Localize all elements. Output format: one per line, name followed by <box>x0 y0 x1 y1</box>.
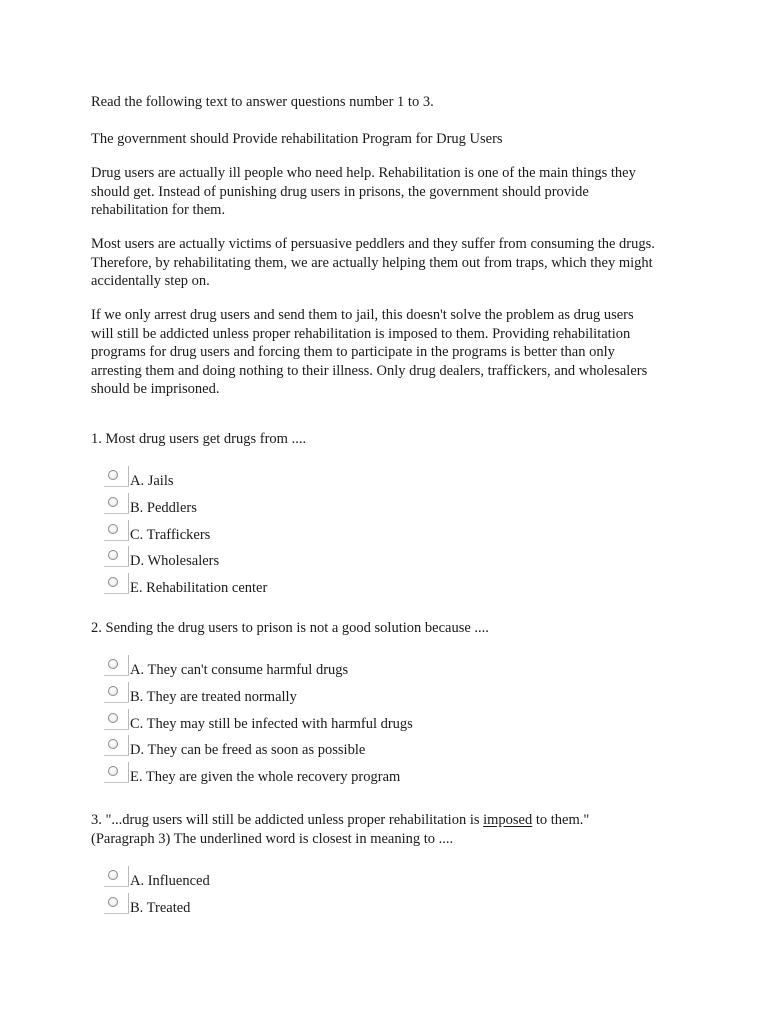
answer-option[interactable] <box>104 686 604 713</box>
question-1-options <box>104 470 604 604</box>
paragraph-line: Most users are actually victims of persuasive peddlers and they suffer from consuming the drugs. <box>91 236 655 252</box>
question-1-prompt: 1. Most drug users get drugs from .... <box>91 431 307 447</box>
option-label: D. They can be freed as soon as possible <box>130 742 366 759</box>
option-label: E. Rehabilitation center <box>130 580 268 597</box>
instruction-text: Read the following text to answer questions number 1 to 3. <box>91 94 434 110</box>
radio-button[interactable] <box>104 550 128 572</box>
paragraph-line: rehabilitation for them. <box>91 202 226 218</box>
option-label: A. Influenced <box>130 873 210 889</box>
question-2-options <box>104 659 604 793</box>
answer-option[interactable] <box>104 897 604 924</box>
radio-circle-icon <box>108 524 118 534</box>
passage-paragraph-2 <box>91 235 691 291</box>
radio-circle-icon <box>108 766 118 776</box>
paragraph-line: arresting them and doing nothing to their illness. Only drug dealers, traffickers, and wholesalers <box>91 362 648 379</box>
radio-button[interactable] <box>104 659 128 681</box>
radio-circle-icon <box>108 870 118 880</box>
prompt-text: 3. "...drug users will still be addicted unless proper rehabilitation is <box>91 812 484 828</box>
option-label: A. Jails <box>130 473 174 489</box>
option-label: D. Wholesalers <box>130 553 220 570</box>
answer-option[interactable] <box>104 470 604 497</box>
answer-option[interactable] <box>104 550 604 577</box>
radio-button[interactable] <box>104 577 128 599</box>
passage-paragraph-1 <box>91 164 691 220</box>
question-3-prompt-line-2: (Paragraph 3) The underlined word is closest in meaning to .... <box>91 831 454 847</box>
question-3-options <box>104 870 604 924</box>
radio-circle-icon <box>108 739 118 749</box>
radio-circle-icon <box>108 713 118 723</box>
radio-circle-icon <box>108 686 118 696</box>
radio-button[interactable] <box>104 870 128 892</box>
radio-circle-icon <box>108 550 118 560</box>
underlined-word: imposed <box>483 812 533 828</box>
radio-circle-icon <box>108 897 118 907</box>
paragraph-line: should be imprisoned. <box>91 381 220 397</box>
radio-button[interactable] <box>104 766 128 788</box>
radio-button[interactable] <box>104 713 128 735</box>
passage-paragraph-3 <box>91 306 691 399</box>
option-label: C. They may still be infected with harmful drugs <box>130 715 413 732</box>
answer-option[interactable] <box>104 524 604 551</box>
paragraph-line: should get. Instead of punishing drug users in prisons, the government should provide <box>91 183 589 200</box>
radio-circle-icon <box>108 659 118 669</box>
option-label: B. Treated <box>130 899 191 916</box>
question-2-prompt: 2. Sending the drug users to prison is not a good solution because .... <box>91 620 489 636</box>
prompt-text: to them." <box>532 812 590 828</box>
answer-option[interactable] <box>104 766 604 793</box>
option-label: C. Traffickers <box>130 526 211 543</box>
radio-button[interactable] <box>104 524 128 546</box>
question-3-prompt <box>91 811 691 830</box>
paragraph-line: programs for drug users and forcing them to participate in the programs is better than only <box>91 344 615 360</box>
paragraph-line: accidentally step on. <box>91 273 210 289</box>
radio-button[interactable] <box>104 470 128 492</box>
answer-option[interactable] <box>104 713 604 740</box>
radio-button[interactable] <box>104 739 128 761</box>
paragraph-line: Therefore, by rehabilitating them, we are actually helping them out from traps, which they might <box>91 254 653 271</box>
option-label: B. They are treated normally <box>130 688 297 705</box>
paragraph-line: will still be addicted unless proper rehabilitation is imposed to them. Providing rehabilitation <box>91 325 631 342</box>
answer-option[interactable] <box>104 739 604 766</box>
radio-circle-icon <box>108 577 118 587</box>
radio-button[interactable] <box>104 686 128 708</box>
option-label: E. They are given the whole recovery program <box>130 769 401 786</box>
paragraph-line: Drug users are actually ill people who need help. Rehabilitation is one of the main things they <box>91 165 636 181</box>
option-label: B. Peddlers <box>130 499 197 516</box>
radio-circle-icon <box>108 470 118 480</box>
answer-option[interactable] <box>104 659 604 686</box>
answer-option[interactable] <box>104 577 604 604</box>
answer-option[interactable] <box>104 497 604 524</box>
radio-button[interactable] <box>104 497 128 519</box>
option-label: A. They can't consume harmful drugs <box>130 662 349 678</box>
answer-option[interactable] <box>104 870 604 897</box>
paragraph-line: If we only arrest drug users and send them to jail, this doesn't solve the problem as drug users <box>91 307 634 323</box>
radio-circle-icon <box>108 497 118 507</box>
passage-title: The government should Provide rehabilitation Program for Drug Users <box>91 131 503 147</box>
radio-button[interactable] <box>104 897 128 919</box>
